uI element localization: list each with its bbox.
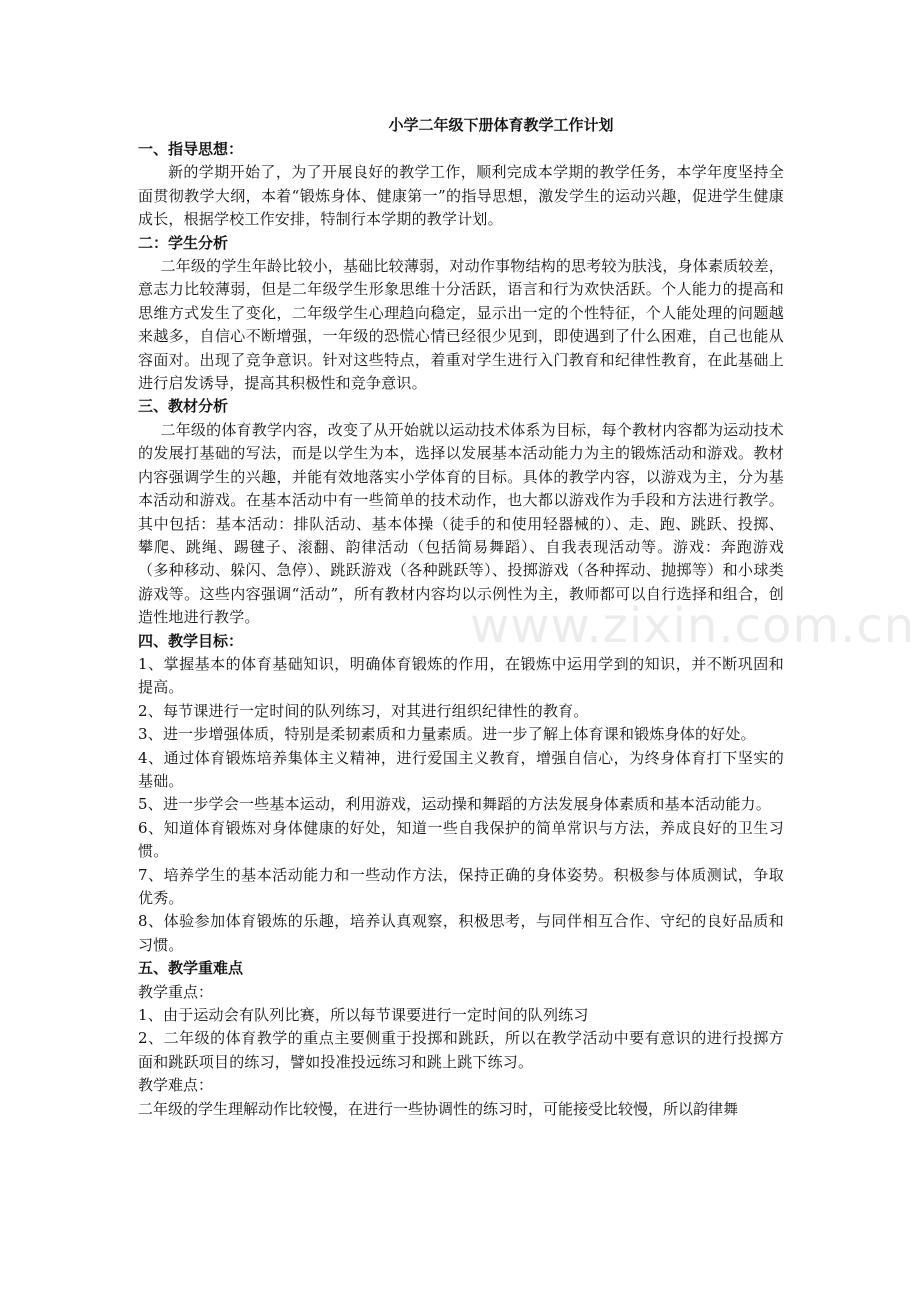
goal-item: 8、体验参加体育锻炼的乐趣，培养认真观察，积极思考，与同伴相互合作、守纪的良好品质和习惯。 [138, 912, 784, 954]
document-page [138, 112, 784, 1121]
document-title: 小学二年级下册体育教学工作计划 [388, 116, 614, 134]
goal-item: 6、知道体育锻炼对身体健康的好处，知道一些自我保护的简单常识与方法，养成良好的卫生习惯。 [138, 818, 784, 861]
difficult-points-text: 二年级的学生理解动作比较慢，在进行一些协调性的练习时，可能接受比较慢，所以韵律舞 [138, 1099, 739, 1118]
goal-item: 1、掌握基本的体育基础知识，明确体育锻炼的作用，在锻炼中运用学到的知识，并不断巩固和提高。 [138, 654, 784, 697]
section-heading-key-difficult-points: 五、教学重难点 [138, 959, 244, 978]
section-body-material-analysis: 二年级的体育教学内容，改变了从开始就以运动技术体系为目标，每个教材内容都为运动技术的发展打基础的写法，而是以学生为本，选择以发展基本活动能力为主的锻炼活动和游戏。教材内容强调学生的兴趣，并能有效地落实小学体育的目标。具体的教学内容，以游戏为主，分为基本活动和游戏。在基本活动中有一些简单的技术动作，也大都以游戏作为手段和方法进行教学。其中包括：基本活动：排队活动、基本体操（徒手的和使用轻器械的）、走、跑、跳跃、投掷、攀爬、跳绳、踢毽子、滚翻、韵律活动（包括简易舞蹈）、自我表现活动等。游戏：奔跑游戏（多种移动、躲闪、急停）、跳跃游戏（各种跳跃等）、投掷游戏（各种挥动、抛掷等）和小球类游戏等。这些内容强调“活动”，所有教材内容均以示例性为主，教师都可以自行选择和组合，创造性地进行教学。 [138, 420, 784, 627]
section-heading-student-analysis: 二：学生分析 [138, 233, 229, 252]
goal-item: 4、通过体育锻炼培养集体主义精神，进行爱国主义教育，增强自信心，为终身体育打下坚实的基础。 [138, 748, 784, 790]
section-body-student-analysis: 二年级的学生年龄比较小，基础比较薄弱，对动作事物结构的思考较为肤浅，身体素质较差，意志力比较薄弱，但是二年级学生形象思维十分活跃，语言和行为欢快活跃。个人能力的提高和思维方式发生了变化，二年级学生心理趋向稳定，显示出一定的个性特征，个人能处理的问题越来越多，自信心不断增强，一年级的恐慌心情已经很少见到，即使遇到了什么困难，自己也能从容面对。出现了竞争意识。针对这些特点，着重对学生进行入门教育和纪律性教育，在此基础上进行启发诱导，提高其积极性和竞争意识。 [138, 257, 784, 393]
difficult-points-label: 教学难点： [138, 1076, 214, 1095]
key-point-item: 2、二年级的体育教学的重点主要侧重于投掷和跳跃，所以在教学活动中要有意识的进行投掷方面和跳跃项目的练习，譬如投准投远练习和跳上跳下练习。 [138, 1029, 784, 1071]
goal-item: 2、每节课进行一定时间的队列练习，对其进行组织纪律性的教育。 [138, 701, 589, 720]
watermark: www.zixin.com.cn [470, 598, 916, 654]
section-heading-teaching-goals: 四、教学目标： [138, 631, 244, 650]
goal-item: 5、进一步学会一些基本运动，利用游戏，运动操和舞蹈的方法发展身体素质和基本活动能力。 [138, 795, 771, 814]
key-point-item: 1、由于运动会有队列比赛，所以每节课要进行一定时间的队列练习 [138, 1006, 589, 1025]
section-heading-material-analysis: 三、教材分析 [138, 397, 229, 416]
section-body-guiding-ideology: 新的学期开始了，为了开展良好的教学工作，顺利完成本学期的教学任务，本学年度坚持全面贯彻教学大纲，本着“锻炼身体、健康第一”的指导思想，激发学生的运动兴趣，促进学生健康成长，根据学校工作安排，特制行本学期的教学计划。 [138, 163, 784, 229]
goal-item: 7、培养学生的基本活动能力和一些动作方法，保持正确的身体姿势。积极参与体质测试，争取优秀。 [138, 865, 784, 907]
section-heading-guiding-ideology: 一、指导思想： [138, 140, 244, 158]
goal-item: 3、进一步增强体质，特别是柔韧素质和力量素质。进一步了解上体育课和锻炼身体的好处。 [138, 725, 756, 744]
key-points-label: 教学重点： [138, 982, 214, 1001]
